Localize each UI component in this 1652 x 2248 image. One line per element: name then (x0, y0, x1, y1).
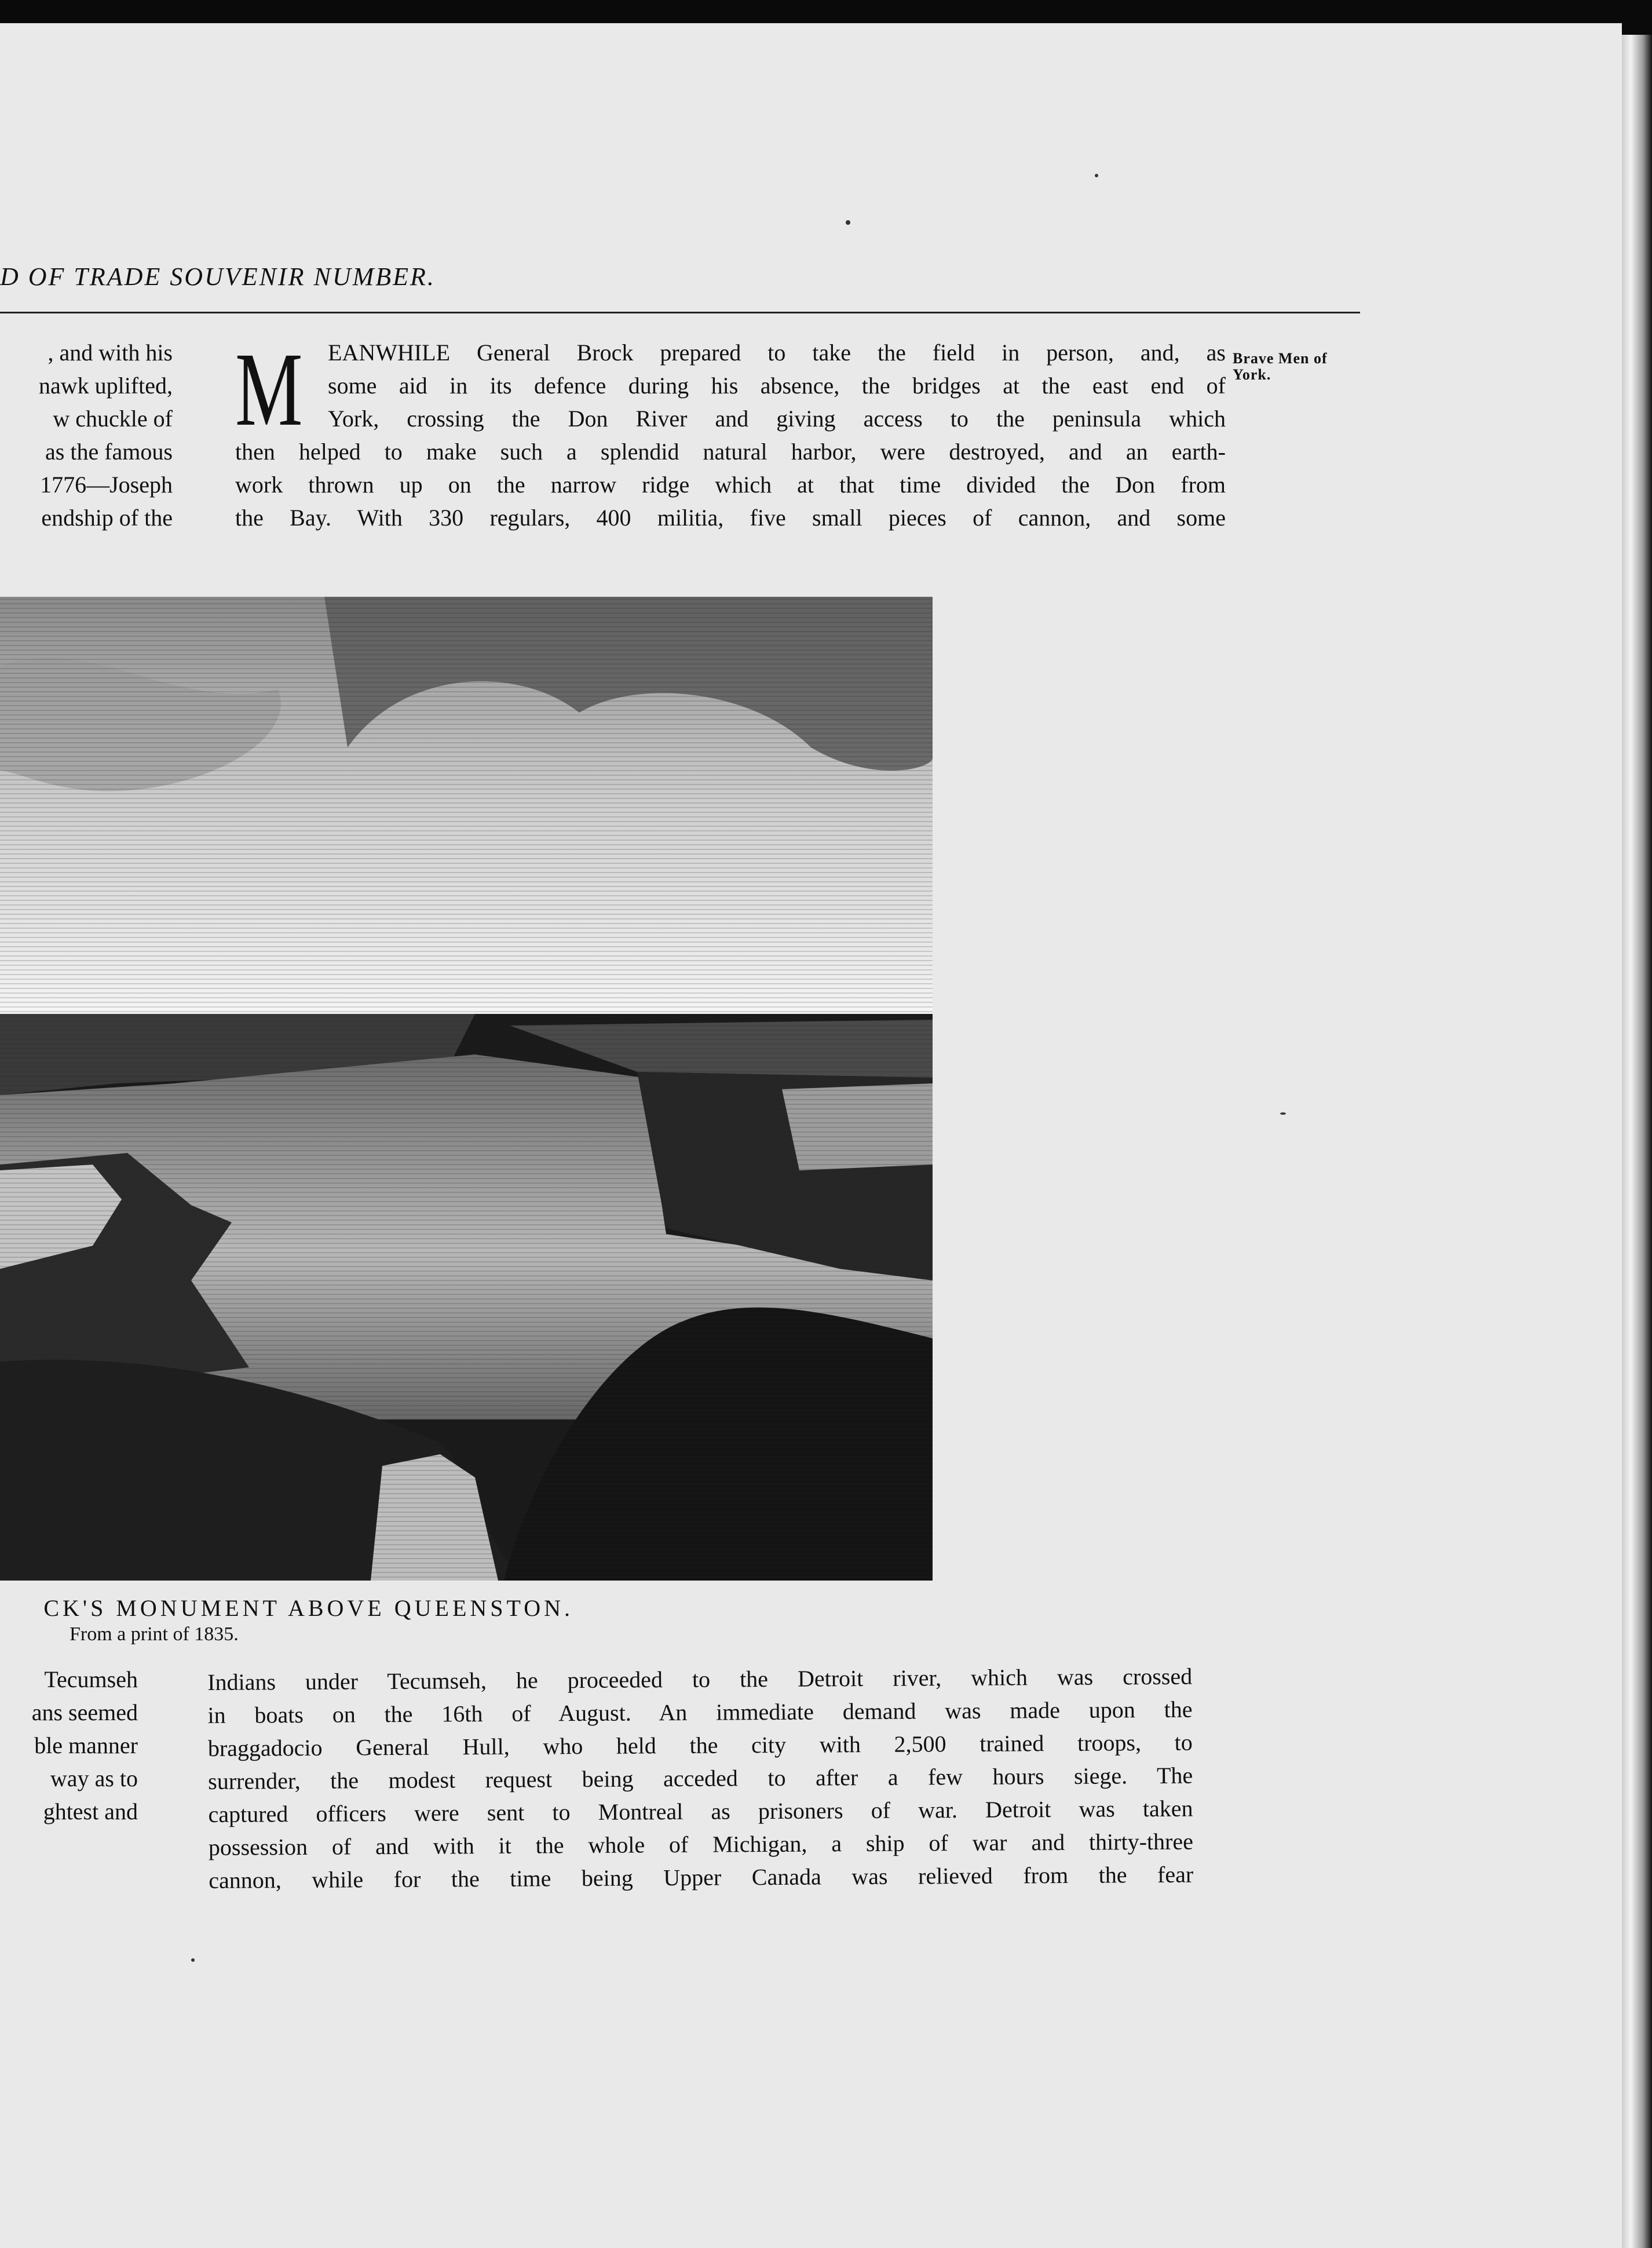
illustration-subcaption: From a print of 1835. (70, 1623, 239, 1645)
text-line: the Bay. With 330 regulars, 400 militia, five small pieces of cannon, and some (235, 505, 1226, 531)
scan-speck (191, 1958, 195, 1962)
text-line: work thrown up on the narrow ridge which at that time divided the Don from (235, 472, 1226, 498)
text-line: nawk uplifted, (38, 373, 173, 399)
text-line: EANWHILE General Brock prepared to take the field in person, and, as (328, 340, 1226, 366)
text-line: as the famous (45, 439, 173, 465)
text-line: in boats on the 16th of August. An immediate demand was made upon the (207, 1696, 1193, 1728)
text-line: , and with his (47, 340, 173, 366)
scan-speck (846, 220, 850, 225)
text-line: ghtest and (43, 1798, 138, 1824)
running-header: D OF TRADE SOUVENIR NUMBER. (0, 262, 436, 291)
text-line: w chuckle of (53, 406, 173, 432)
text-line: some aid in its defence during his absence, the bridges at the east end of (328, 373, 1226, 399)
text-line: Tecumseh (44, 1666, 138, 1692)
text-line: possession of and with it the whole of Michigan, a ship of war and thirty-three (208, 1828, 1194, 1860)
main-paragraph-top (235, 331, 1226, 534)
left-column-bottom-text (0, 1663, 138, 1828)
text-line: way as to (50, 1765, 138, 1791)
text-line: captured officers were sent to Montreal as prisoners of war. Detroit was taken (208, 1795, 1193, 1827)
header-rule (0, 312, 1360, 313)
engraving-illustration (0, 597, 933, 1581)
text-line: braggadocio General Hull, who held the city with 2,500 trained troops, to (207, 1729, 1193, 1761)
text-line: endship of the (41, 505, 173, 531)
scan-speck (1095, 174, 1098, 177)
text-line: Indians under Tecumseh, he proceeded to the Detroit river, which was crossed (207, 1663, 1193, 1695)
text-line: York, crossing the Don River and giving access to the peninsula which (328, 406, 1226, 432)
drop-cap: M (235, 331, 303, 448)
scan-speck (1280, 1112, 1286, 1115)
text-line: ans seemed (31, 1699, 138, 1725)
text-line: ble manner (34, 1732, 138, 1758)
main-paragraph-bottom (207, 1660, 1193, 1897)
page-edge-shadow (1622, 35, 1652, 2248)
text-line: then helped to make such a splendid natural harbor, were destroyed, and an earth- (235, 439, 1226, 465)
left-column-top-text (0, 336, 173, 534)
margin-note (1233, 351, 1366, 383)
engraving-texture (0, 597, 933, 1581)
illustration-caption: CK'S MONUMENT ABOVE QUEENSTON. (43, 1595, 573, 1621)
margin-note-line: York. (1233, 366, 1271, 383)
margin-note-line: Brave Men of (1233, 350, 1328, 367)
text-line: surrender, the modest request being acceded to after a few hours siege. The (208, 1762, 1193, 1794)
engraving-drawing (0, 597, 933, 1581)
text-line: 1776—Joseph (40, 472, 173, 498)
text-line: cannon, while for the time being Upper Canada was relieved from the fear (209, 1861, 1194, 1893)
